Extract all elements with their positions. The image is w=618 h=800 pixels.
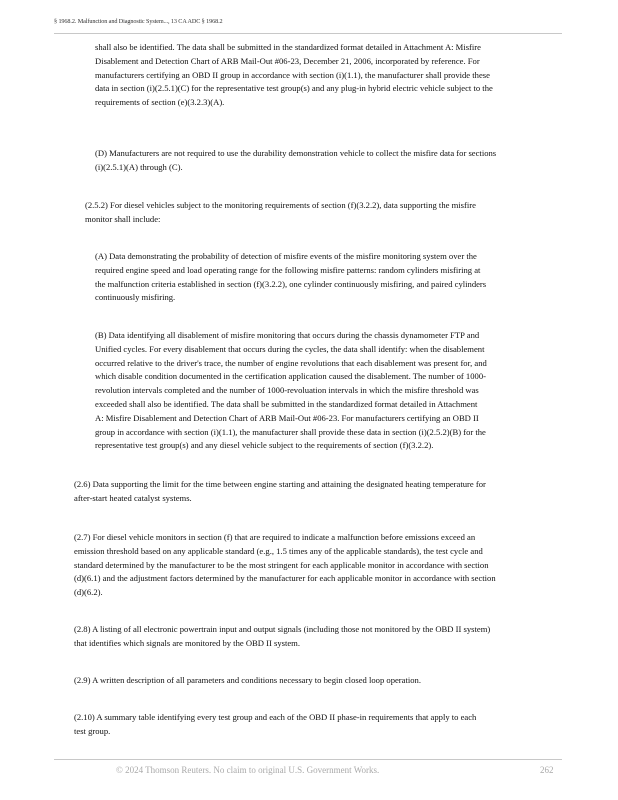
text-line: (d)(6.2).: [74, 587, 103, 598]
text-line: required engine speed and load operating range for the following misfire patterns: random cylinders misfiring at: [95, 264, 481, 275]
paragraph-2-5-2-a: [95, 250, 486, 305]
text-line: (2.10) A summary table identifying every test group and each of the OBD II phase-in requirements that apply to each: [74, 712, 477, 722]
header-divider: [54, 33, 562, 34]
text-line: A: Misfire Disablement and Detection Chart of ARB Mail-Out #06-23. For manufacturers certifying an OBD II: [95, 412, 479, 423]
text-line: that identifies which signals are monitored by the OBD II system.: [74, 637, 301, 648]
paragraph-2-9: [74, 674, 421, 688]
text-line: (2.9) A written description of all parameters and conditions necessary to begin closed loop operation.: [74, 675, 421, 685]
text-line: standard determined by the manufacturer to be the most stringent for each applicable monitor in accordance with section: [74, 559, 489, 570]
text-line: data in section (i)(2.5.1)(C) for the representative test group(s) and any plug-in hybrid electric vehicle subject to the: [95, 83, 493, 94]
text-line: requirements of section (e)(3.2.3)(A).: [95, 97, 225, 108]
paragraph-2-5-1-d: [95, 147, 496, 175]
text-line: (A) Data demonstrating the probability of detection of misfire events of the misfire monitoring system over the: [95, 251, 477, 261]
paragraph-2-7: [74, 531, 496, 600]
copyright-notice: © 2024 Thomson Reuters. No claim to original U.S. Government Works.: [116, 765, 380, 775]
text-line: test group.: [74, 725, 111, 736]
text-line: the malfunction criteria established in section (f)(3.2.2), one cylinder continuously misfiring, and paired cylinders: [95, 278, 487, 289]
paragraph-continuation: [95, 41, 493, 110]
text-line: occurred relative to the driver's trace, the number of engine revolutions that each disablement was present for, and: [95, 357, 487, 368]
text-line: which disable condition documented in the certification application caused the disablement. The number of 1000-: [95, 371, 486, 382]
text-line: manufacturers certifying an OBD II group in accordance with section (i)(1.1), the manufacturer shall provide these: [95, 69, 490, 80]
text-line: emission threshold based on any applicable standard (e.g., 1.5 times any of the applicable standards), the test cycle and: [74, 545, 483, 556]
footer-divider: [54, 759, 562, 760]
paragraph-2-5-2: [85, 199, 476, 227]
paragraph-2-5-2-b: [95, 329, 487, 453]
text-line: (D) Manufacturers are not required to use the durability demonstration vehicle to collect the misfire data for sections: [95, 148, 497, 158]
text-line: group in accordance with section (i)(1.1), the manufacturer shall provide these data in section (i)(2.5.2)(B) for the: [95, 426, 486, 437]
paragraph-2-8: [74, 623, 490, 651]
running-header: § 1968.2. Malfunction and Diagnostic System..., 13 CA ADC § 1968.2: [54, 18, 223, 25]
text-line: exceeded shall also be identified. The data shall be submitted in the standardized format detailed in Attachment: [95, 398, 478, 409]
text-line: (2.8) A listing of all electronic powertrain input and output signals (including those not monitored by the OBD II system): [74, 624, 491, 634]
text-line: continuously misfiring.: [95, 292, 176, 303]
text-line: representative test group(s) and any diesel vehicle subject to the requirements of section (f)(3.2.2).: [95, 440, 434, 451]
text-line: after-start heated catalyst systems.: [74, 492, 192, 503]
text-line: (2.6) Data supporting the limit for the time between engine starting and attaining the designated heating temperature for: [74, 479, 486, 489]
text-line: Disablement and Detection Chart of ARB Mail-Out #06-23, December 21, 2006, incorporated by reference. For: [95, 55, 480, 66]
text-line: (d)(6.1) and the adjustment factors determined by the manufacturer for each applicable monitor in accordance with section: [74, 573, 496, 584]
text-line: Unified cycles. For every disablement that occurs during the cycles, the data shall identify: when the disablement: [95, 343, 485, 354]
text-line: shall also be identified. The data shall be submitted in the standardized format detailed in Attachment A: Misfire: [95, 42, 481, 52]
paragraph-2-6: [74, 478, 486, 506]
text-line: (i)(2.5.1)(A) through (C).: [95, 161, 183, 172]
text-line: (2.5.2) For diesel vehicles subject to the monitoring requirements of section (f)(3.2.2), data supporting the misfire: [85, 200, 476, 210]
text-line: (2.7) For diesel vehicle monitors in section (f) that are required to indicate a malfunction before emissions exceed an: [74, 532, 476, 542]
text-line: monitor shall include:: [85, 213, 161, 224]
page-number: 262: [540, 765, 554, 775]
text-line: revolution intervals completed and the number of 1000-revoluation intervals in which the misfire threshold was: [95, 385, 479, 396]
paragraph-2-10: [74, 711, 476, 739]
text-line: (B) Data identifying all disablement of misfire monitoring that occurs during the chassis dynamometer FTP and: [95, 330, 480, 340]
